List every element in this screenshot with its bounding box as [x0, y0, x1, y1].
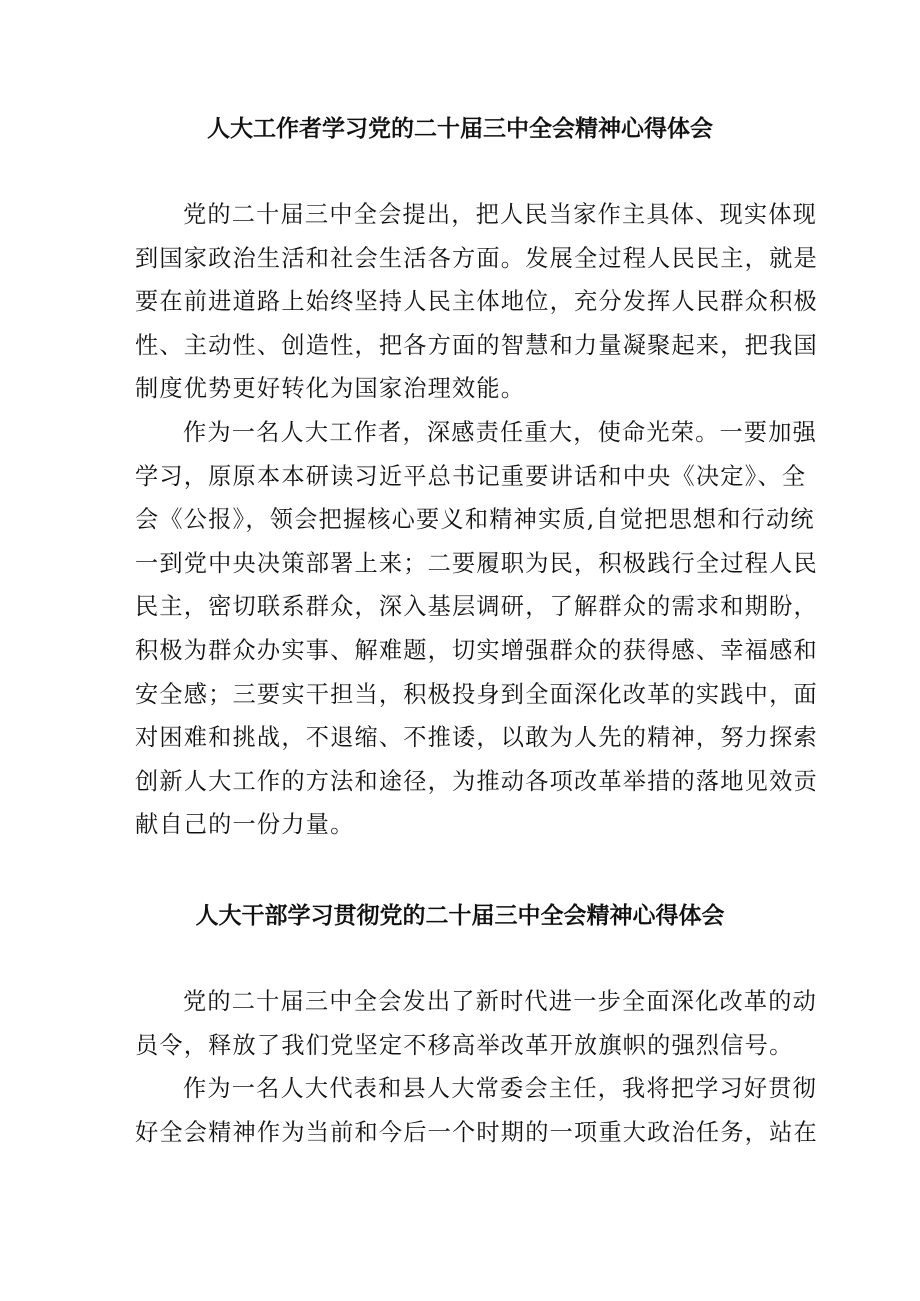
text-line: 好全会精神作为当前和今后一个时期的一项重大政治任务，站在: [135, 1118, 818, 1146]
text-line: 民主，密切联系群众，深入基层调研，了解群众的需求和期盼，: [135, 593, 818, 621]
text-line: 安全感；三要实干担当，积极投身到全面深化改革的实践中，面: [135, 680, 818, 708]
text-line: 作为一名人大代表和县人大常委会主任，我将把学习好贯彻: [183, 1075, 818, 1102]
text-line: 到国家政治生活和社会生活各方面。发展全过程人民民主，就是: [135, 244, 818, 272]
text-line: 会《公报》，领会把握核心要义和精神实质,自觉把思想和行动统: [135, 506, 815, 534]
text-line: 性、主动性、创造性，把各方面的智慧和力量凝聚起来，把我国: [135, 331, 818, 359]
text-line: 创新人大工作的方法和途径，为推动各项改革举措的落地见效贡: [135, 767, 818, 795]
text-line: 党的二十届三中全会发出了新时代进一步全面深化改革的动: [183, 988, 818, 1015]
section1-title: 人大工作者学习党的二十届三中全会精神心得体会: [207, 116, 713, 142]
text-line: 一到党中央决策部署上来；二要履职为民，积极践行全过程人民: [135, 549, 818, 577]
text-line: 学习，原原本本研读习近平总书记重要讲话和中央《决定》、全: [135, 462, 807, 490]
section1-paragraph-2: [135, 411, 818, 847]
text-line: 积极为群众办实事、解难题，切实增强群众的获得感、幸福感和: [135, 636, 818, 664]
section2-title: 人大干部学习贯彻党的二十届三中全会精神心得体会: [195, 903, 725, 929]
text-line: 党的二十届三中全会提出，把人民当家作主具体、现实体现: [183, 201, 818, 228]
text-line: 要在前进道路上始终坚持人民主体地位，充分发挥人民群众积极: [135, 288, 818, 316]
text-line: 员令，释放了我们党坚定不移高举改革开放旗帜的强烈信号。: [135, 1031, 794, 1059]
text-line: 献自己的一份力量。: [135, 811, 355, 839]
text-line: 作为一名人大工作者，深感责任重大，使命光荣。一要加强: [183, 419, 818, 446]
text-line: 对困难和挑战，不退缩、不推诿，以敢为人先的精神，努力探索: [135, 724, 818, 752]
text-line: 制度优势更好转化为国家治理效能。: [135, 375, 526, 403]
section2-paragraph-2: [135, 1067, 818, 1154]
section2-paragraph-1: [135, 980, 818, 1067]
section1-paragraph-1: [135, 193, 818, 411]
